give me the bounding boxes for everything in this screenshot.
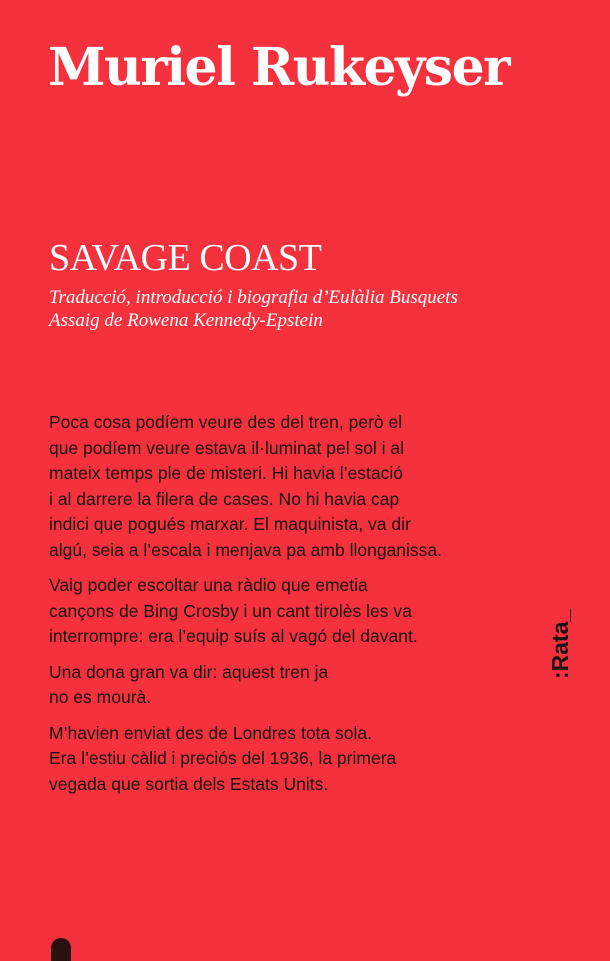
publisher-name: :Rata_ bbox=[547, 608, 573, 680]
blurb-paragraph bbox=[49, 660, 509, 711]
blurb-line: algú, seia a l’escala i menjava pa amb llonganissa. bbox=[49, 539, 443, 560]
blurb-line: no es mourà. bbox=[49, 687, 152, 707]
blurb-line: Vaig poder escoltar una ràdio que emetia bbox=[49, 575, 368, 595]
blurb-line: indici que pogués marxar. El maquinista, va dir bbox=[49, 514, 411, 534]
blurb-line: Era l’estiu càlid i preciós del 1936, la primera bbox=[49, 748, 397, 768]
blurb-line: i al darrere la filera de cases. No hi havia cap bbox=[49, 488, 400, 509]
bookmark-tab-icon bbox=[51, 938, 71, 961]
blurb-paragraph bbox=[49, 573, 509, 650]
author-name: Muriel Rukeyser bbox=[48, 37, 510, 98]
blurb-line: Una dona gran va dir: aquest tren ja bbox=[49, 661, 329, 682]
blurb-paragraph bbox=[49, 721, 509, 798]
blurb-line: M’havien enviat des de Londres tota sola. bbox=[49, 722, 372, 743]
blurb-line: que podíem veure estava il·luminat pel sol i al bbox=[49, 437, 405, 458]
translator-credit: Traducció, introducció i biografia d’Eulàlia Busquets bbox=[49, 287, 458, 308]
blurb-line: cançons de Bing Crosby i un cant tirolès les va bbox=[49, 600, 412, 621]
book-title: SAVAGE COAST bbox=[49, 237, 322, 279]
blurb-paragraph bbox=[49, 410, 509, 563]
blurb-line: interrompre: era l’equip suís al vagó del davant. bbox=[49, 626, 418, 646]
blurb-line: mateix temps ple de misteri. Hi havia l’estació bbox=[49, 463, 404, 483]
publisher-logo bbox=[540, 596, 580, 692]
essay-credit: Assaig de Rowena Kennedy-Epstein bbox=[49, 310, 323, 331]
blurb-line: vegada que sortia dels Estats Units. bbox=[49, 773, 329, 794]
blurb bbox=[49, 410, 509, 807]
credits bbox=[49, 286, 569, 332]
blurb-line: Poca cosa podíem veure des del tren, però el bbox=[49, 412, 403, 432]
